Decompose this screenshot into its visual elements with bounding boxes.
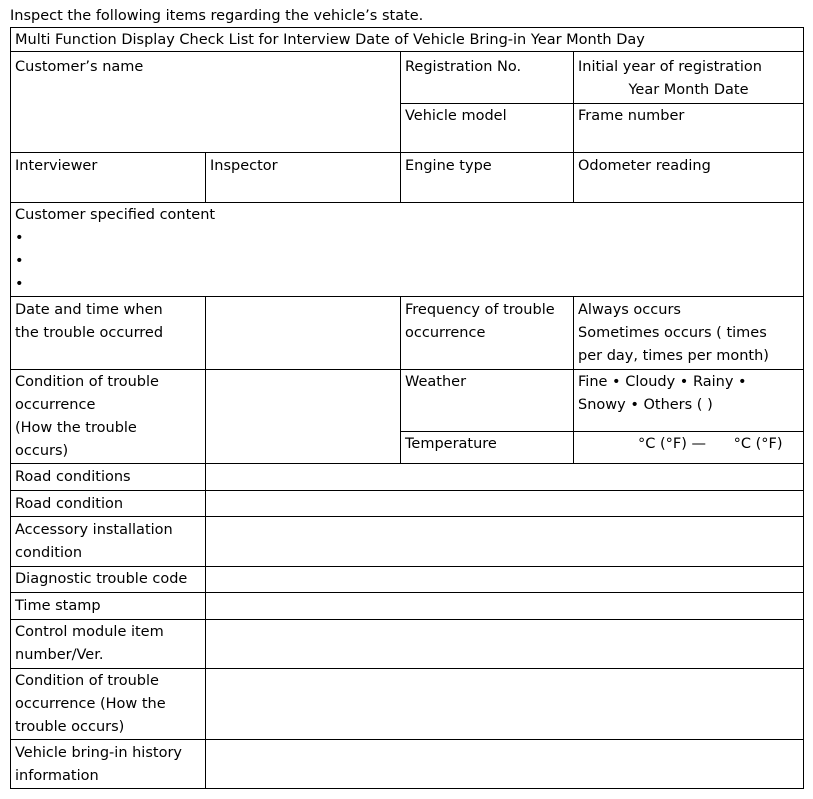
initial-year-date-fields: Year Month Date [628,82,749,98]
rule [205,152,206,202]
weather-label: Weather [405,374,467,390]
control-module-label: number/Ver. [15,647,104,663]
registration-no-label: Registration No. [405,59,522,75]
rule [400,51,401,202]
bullet-item: • [15,253,24,269]
condition-how-label: Condition of trouble [15,673,159,689]
rule [10,516,804,517]
road-conditions-label: Road conditions [15,469,131,485]
rule [10,152,804,153]
vehicle-model-label: Vehicle model [405,108,507,124]
condition-of-trouble-label: (How the trouble [15,420,137,436]
inspector-label: Inspector [210,158,278,174]
customer-specified-label: Customer specified content [15,207,216,223]
condition-how-label: occurrence (How the [15,696,166,712]
bring-in-history-label: Vehicle bring-in history [15,745,182,761]
odometer-reading-label: Odometer reading [578,158,711,174]
bullet-item: • [15,276,24,292]
frequency-option: Always occurs [578,302,681,318]
bullet-item: • [15,230,24,246]
initial-year-label: Initial year of registration [578,59,762,75]
weather-option: Fine • Cloudy • Rainy • [578,374,747,390]
rule [400,431,804,432]
rule [573,296,574,463]
bring-in-history-label: information [15,768,99,784]
rule [10,369,804,370]
engine-type-label: Engine type [405,158,492,174]
time-stamp-label: Time stamp [15,598,101,614]
condition-of-trouble-label: Condition of trouble [15,374,159,390]
rule [10,202,804,203]
check-list-form [10,27,803,788]
frequency-option: per day, times per month) [578,348,769,364]
rule [10,27,11,789]
rule [205,296,206,463]
rule [205,463,206,789]
condition-how-label: trouble occurs) [15,719,125,735]
form-title: Multi Function Display Check List for Interview Date of Vehicle Bring-in Year Month Day [15,32,645,48]
rule [10,592,804,593]
intro-text: Inspect the following items regarding the vehicle’s state. [10,8,424,24]
rule [400,103,804,104]
rule [10,463,804,464]
frame-number-label: Frame number [578,108,685,124]
condition-of-trouble-label: occurrence [15,397,96,413]
rule [10,27,804,28]
temperature-label: Temperature [405,436,497,452]
customer-name-label: Customer’s name [15,59,144,75]
weather-option: Snowy • Others ( ) [578,397,713,413]
date-time-trouble-label: the trouble occurred [15,325,164,341]
temperature-value: °C (°F) — °C (°F) [638,436,783,452]
rule [400,296,401,463]
frequency-label: occurrence [405,325,486,341]
rule [573,51,574,202]
control-module-label: Control module item [15,624,164,640]
rule [10,566,804,567]
rule [10,668,804,669]
interviewer-label: Interviewer [15,158,98,174]
rule [10,296,804,297]
accessory-installation-label: Accessory installation [15,522,173,538]
date-time-trouble-label: Date and time when [15,302,163,318]
rule [10,739,804,740]
diagnostic-trouble-code-label: Diagnostic trouble code [15,571,188,587]
frequency-label: Frequency of trouble [405,302,555,318]
condition-of-trouble-label: occurs) [15,443,69,459]
frequency-option: Sometimes occurs ( times [578,325,767,341]
rule [10,490,804,491]
accessory-installation-label: condition [15,545,83,561]
rule [10,788,804,789]
rule [803,27,804,789]
rule [10,619,804,620]
road-condition-label: Road condition [15,496,124,512]
